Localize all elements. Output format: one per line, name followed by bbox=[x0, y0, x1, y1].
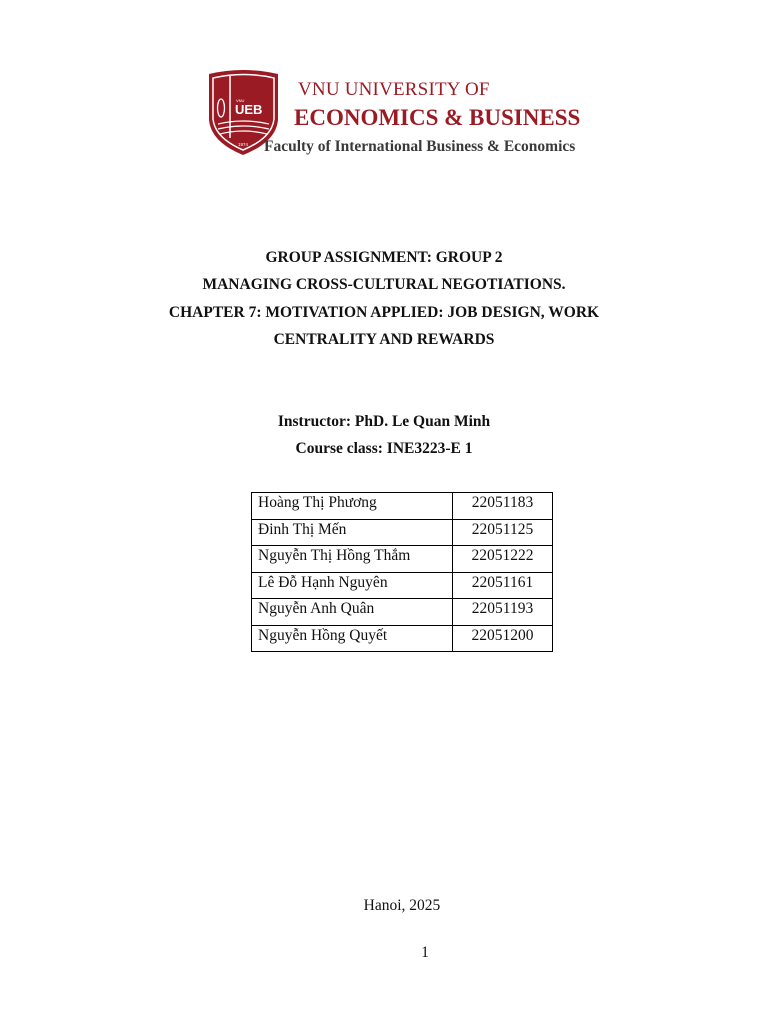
table-row bbox=[252, 572, 553, 599]
member-name: Đinh Thị Mến bbox=[252, 519, 453, 546]
table-row bbox=[252, 519, 553, 546]
member-name: Nguyễn Thị Hồng Thắm bbox=[252, 546, 453, 573]
title-line-1: GROUP ASSIGNMENT: GROUP 2 bbox=[265, 249, 503, 266]
member-name: Nguyễn Hồng Quyết bbox=[252, 625, 453, 652]
table-row bbox=[252, 546, 553, 573]
table-row bbox=[252, 493, 553, 520]
members-table bbox=[251, 492, 553, 652]
table-row bbox=[252, 625, 553, 652]
member-id: 22051193 bbox=[453, 599, 553, 626]
document-title-block bbox=[0, 244, 768, 353]
logo-school-name: ECONOMICS & BUSINESS bbox=[294, 105, 581, 130]
member-id: 22051161 bbox=[453, 572, 553, 599]
member-name: Nguyễn Anh Quân bbox=[252, 599, 453, 626]
course-info-block bbox=[0, 408, 768, 462]
svg-text:1974: 1974 bbox=[238, 142, 249, 147]
member-id: 22051222 bbox=[453, 546, 553, 573]
member-name: Lê Đỗ Hạnh Nguyên bbox=[252, 572, 453, 599]
member-id: 22051183 bbox=[453, 493, 553, 520]
place-date: Hanoi, 2025 bbox=[363, 897, 441, 914]
svg-text:UEB: UEB bbox=[235, 102, 263, 117]
course-class-line: Course class: INE3223-E 1 bbox=[295, 440, 473, 457]
logo-university-name: VNU UNIVERSITY OF bbox=[298, 79, 490, 100]
member-id: 22051125 bbox=[453, 519, 553, 546]
instructor-line: Instructor: PhD. Le Quan Minh bbox=[277, 413, 491, 430]
member-id: 22051200 bbox=[453, 625, 553, 652]
title-line-3: CHAPTER 7: MOTIVATION APPLIED: JOB DESIGN, WORK bbox=[168, 303, 600, 321]
svg-text:VNU: VNU bbox=[236, 98, 245, 103]
title-line-4: CENTRALITY AND REWARDS bbox=[273, 330, 495, 348]
page-number: 1 bbox=[421, 944, 429, 961]
university-logo bbox=[206, 68, 598, 158]
member-name: Hoàng Thị Phương bbox=[252, 493, 453, 520]
logo-faculty-name: Faculty of International Business & Economics bbox=[264, 138, 576, 155]
table-row bbox=[252, 599, 553, 626]
title-line-2: MANAGING CROSS-CULTURAL NEGOTIATIONS. bbox=[202, 276, 566, 294]
